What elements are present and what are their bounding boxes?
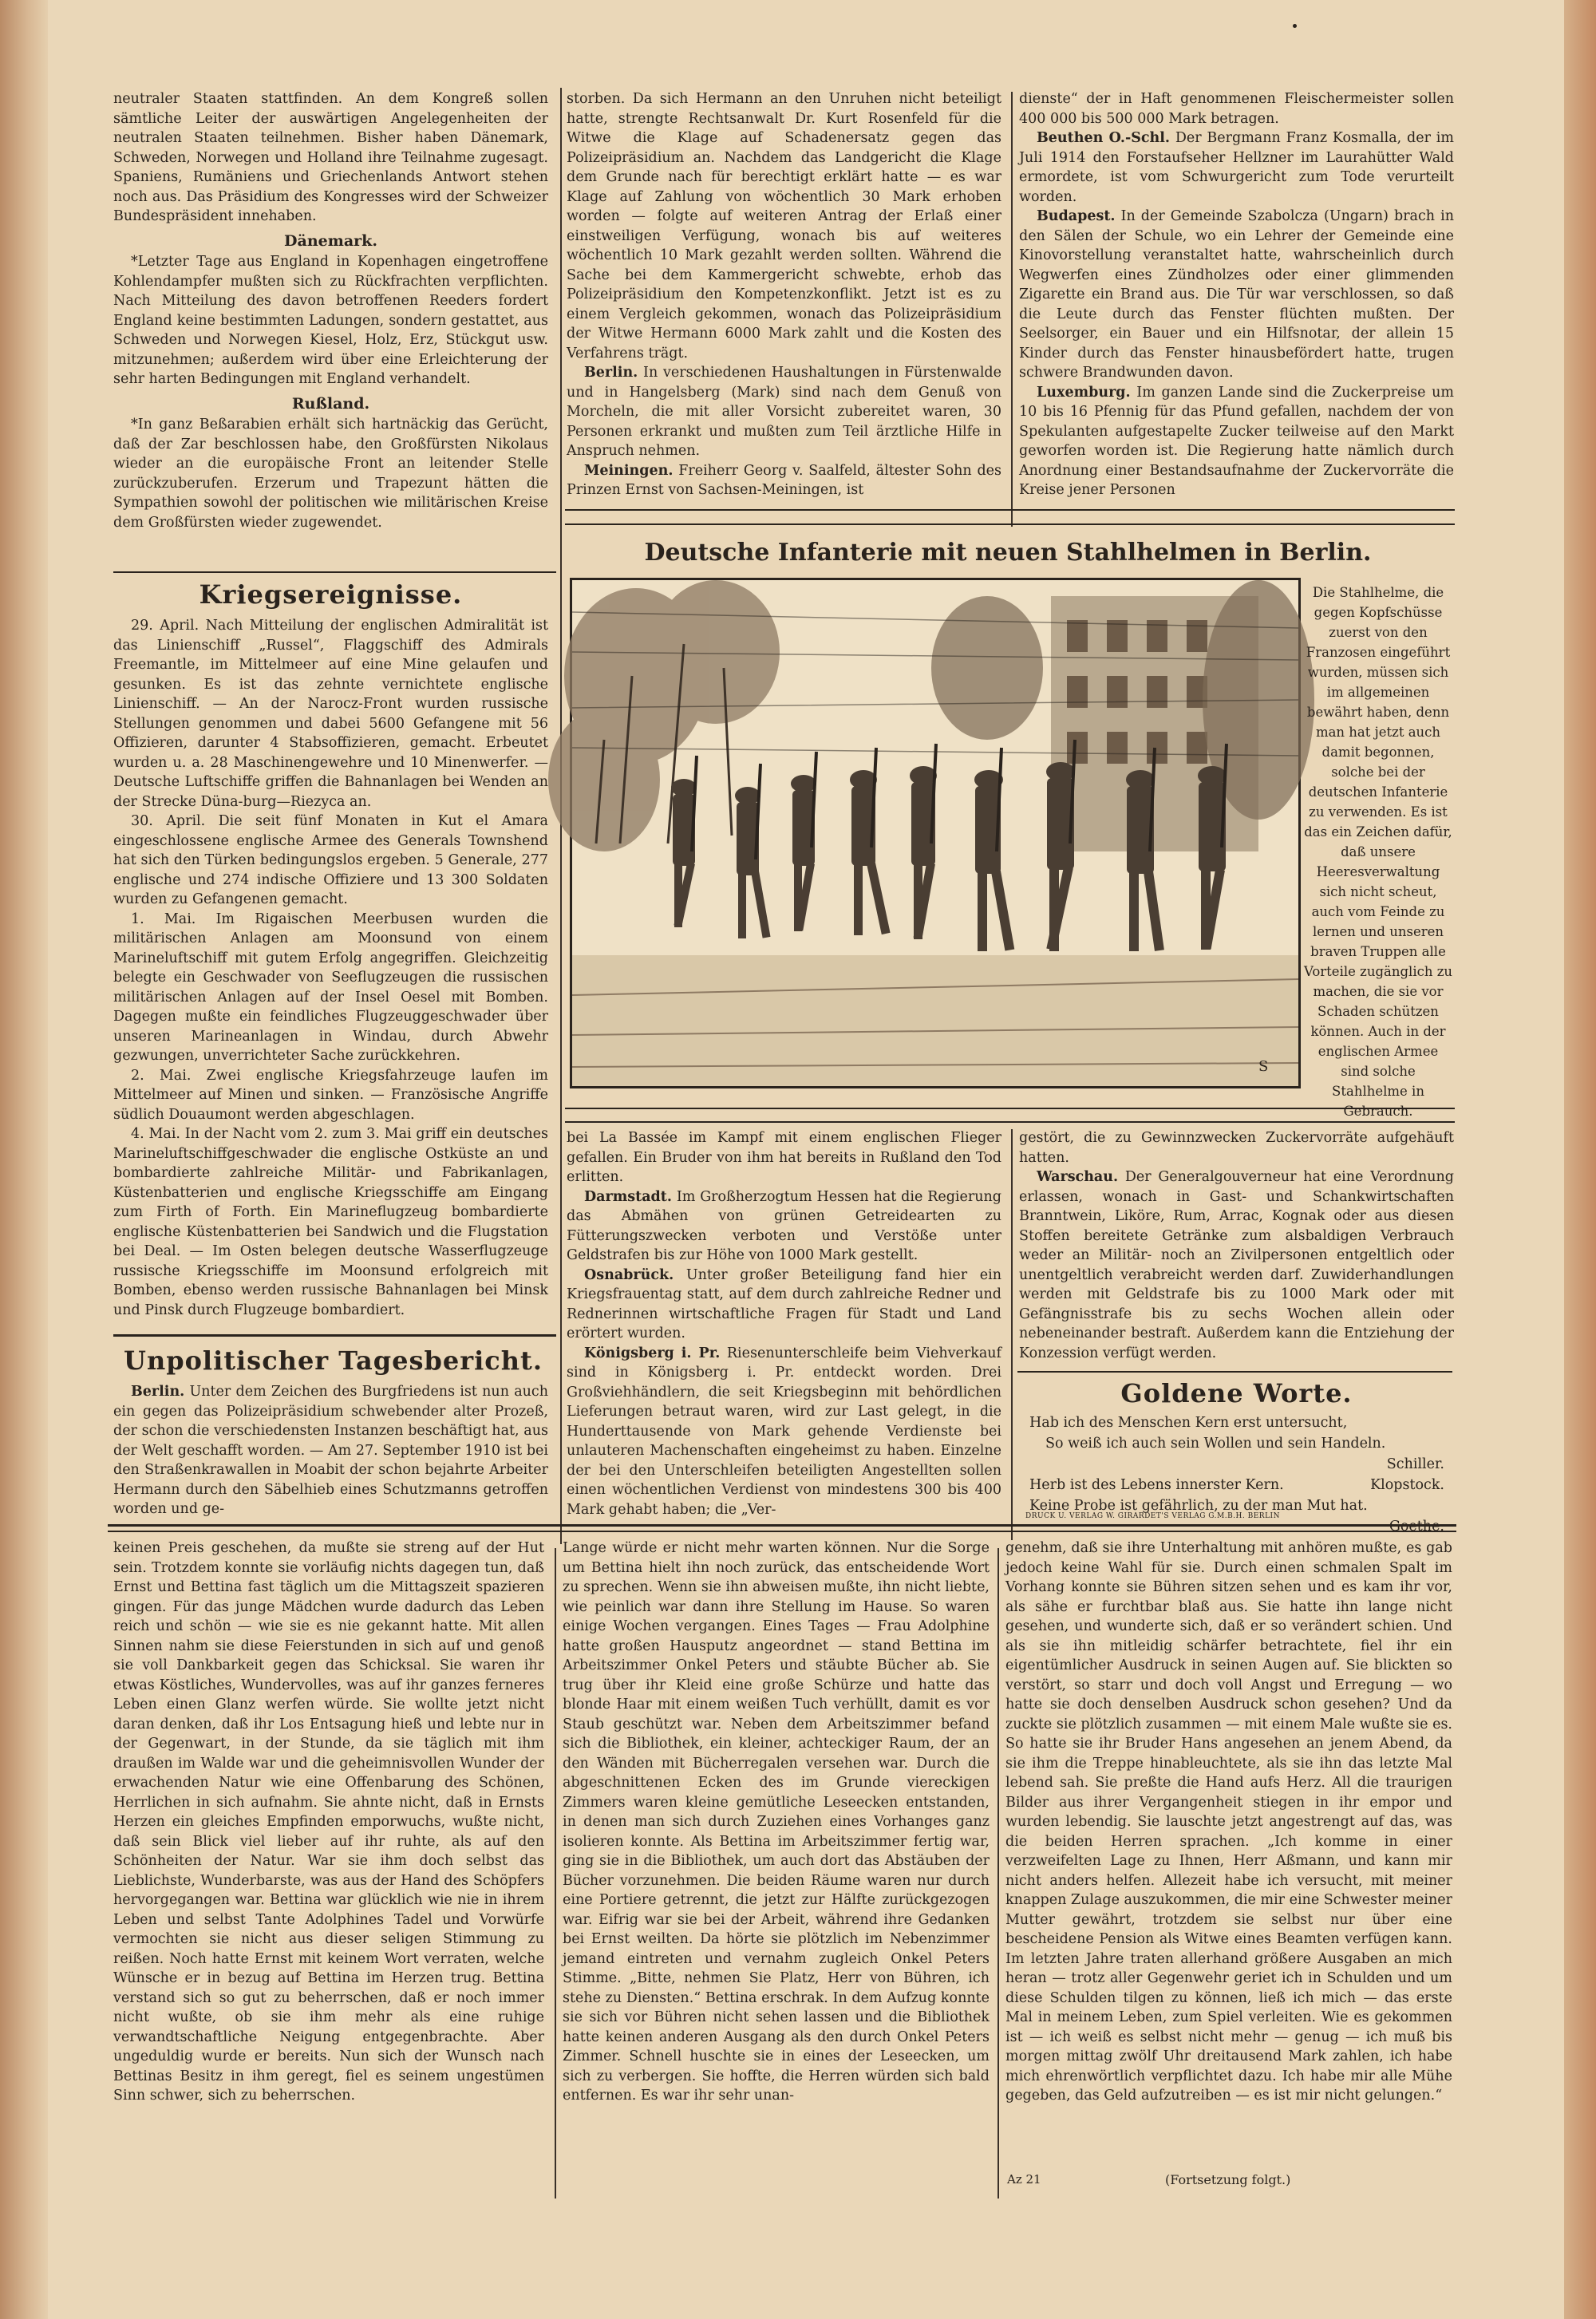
column-3-mid	[1019, 1128, 1454, 1368]
golden-words-title: Goldene Worte.	[1120, 1378, 1353, 1408]
print-mark	[1293, 24, 1297, 28]
quote-line: Herb ist des Lebens innerster Kern.	[1029, 1477, 1284, 1493]
section-rule	[1017, 1371, 1452, 1373]
warsaw-text: Der Generalgouverneur hat eine Verordnung erlassen, wonach in Gast- und Schankwirtschaften Branntwein, Liköre, Rum, Arrac, Kognak oder aus diesen Stoffen bereitete Getränke zum alsbaldigen Verbrauch weder an Militär- noch an Zivilpersonen entgeltlich oder unentgeltlich verabreicht werden darf. Zuwiderhandlungen werden mit Geldstrafe bis zu 1000 Mark oder mit Gefängnisstrafe bis zu sechs Wochen allein oder nebeneinander bestraft. Außerdem kann die Entziehung der Konzession verfügt werden.	[1019, 1169, 1454, 1361]
novel-text: Lange würde er nicht mehr warten können. Nur die Sorge um Bettina hielt ihn noch zurück, das entscheidende Wort zu sprechen. Wenn sie ihn abweisen mußte, ihn nicht liebte, wie peinlich war dann ihre Stellung im Hause. So waren einige Wochen vergangen. Eines Tages — Frau Adolphine hatte großen Hausputz angeordnet — stand Bettina im Arbeitszimmer Onkel Peters und stäubte Bücher ab. Sie trug über ihr Kleid eine große Schürze und hatte das blonde Haar mit einem weißen Tuch verhüllt, damit es vor Staub geschützt war. Neben dem Arbeitszimmer befand sich die Bibliothek, ein kleiner, achteckiger Raum, der an den Wänden mit Bücherregalen versehen war. Durch die abgeschnittenen Ecken des im Grunde viereckigen Zimmers waren kleine gemütliche Leseecken entstanden, in denen man sich durch Zuziehen eines Vorhanges ganz isolieren konnte. Als Bettina im Arbeitszimmer fertig war, ging sie in die Bibliothek, um auch dort das Abstäuben der Bücher vorzunehmen. Die beiden Räume waren nur durch eine Portiere getrennt, die jetzt zur Hälfte zurückgezogen war. Eifrig war sie bei der Arbeit, während ihre Gedanken bei Ernst weilten. Da hörte sie plötzlich im Nebenzimmer jemand eintreten und vernahm zugleich Onkel Peters Stimme. „Bitte, nehmen Sie Platz, Herr von Bühren, ich stehe zu Diensten.“ Bettina erschrak. In dem Aufzug konnte sie sich vor Bühren nicht sehen lassen und die Bibliothek hatte keinen anderen Ausgang als den durch Onkel Peters Zimmer. Schnell huschte sie in eines der Leseecken, um sich zu verbergen. Sie hoffte, die Herren würden sich bald entfernen. Es war ihr sehr unan-	[563, 1540, 990, 2104]
budapest-paragraph	[1019, 207, 1454, 383]
place-budapest: Budapest.	[1037, 208, 1116, 224]
novel-signature: Az 21	[1007, 2172, 1041, 2187]
russia-heading: Rußland.	[291, 394, 370, 413]
place-luxemburg: Luxemburg.	[1037, 384, 1131, 401]
warsaw-paragraph	[1019, 1167, 1454, 1363]
daily-report-paragraph	[113, 1382, 548, 1519]
section-rule	[565, 1108, 1455, 1109]
photo-headline: Deutsche Infanterie mit neuen Stahlhelmen in Berlin.	[644, 539, 1372, 567]
section-rule	[565, 523, 1455, 525]
quote-line: Keine Probe ist gefährlich, zu der man Mut hat.	[1029, 1498, 1368, 1514]
darmstadt-text: Im Großherzogtum Hessen hat die Regierung das Abmähen von grünen Getreidearten zu Fütterungszwecken verboten und Verstöße unter Geldstrafen bis zur Höhe von 1000 Mark gestellt.	[567, 1188, 1001, 1263]
war-events-title: Kriegsereignisse.	[199, 579, 463, 610]
column-divider	[998, 1548, 999, 2199]
place-berlin: Berlin.	[131, 1384, 185, 1400]
neutral-congress-text: neutraler Staaten stattfinden. An dem Kongreß sollen sämtliche Leiter der auswärtigen Angelegenheiten der neutralen Staaten teilnehmen. Bisher haben Dänemark, Schweden, Norwegen und Holland ihre Teilnahme zugesagt. Spaniens, Rumäniens und Griechenlands Antwort stehen noch aus. Das Präsidium des Kongresses wird der Schweizer Bundespräsident innehaben.	[113, 91, 548, 224]
war-event-entry: 1. Mai. Im Rigaischen Meerbusen wurden die militärischen Anlagen am Moonsund von einem Marineluftschiff mit gutem Erfolg angegriffen. Gleichzeitig belegte ein Geschwader von Seeflugzeugen die russischen militärischen Anlagen auf der Insel Oesel mit Bomben. Dagegen mußte ein feindliches Flugzeuggeschwader über unseren Marineanlagen in Windau, durch Abwehr gezwungen, unverrichteter Sache zurückkehren.	[113, 911, 548, 1064]
novel-column-3	[1005, 1539, 1452, 2169]
war-event-entry: 4. Mai. In der Nacht vom 2. zum 3. Mai griff ein deutsches Marineluftschiffgeschwader die englische Ostküste an und bombardierte zahlreiche Militär- und Fabrikanlagen, Küstenbatterien und englische Kriegsschiffe am Eingang zum Firth of Forth. Ein Marineflugzeug bombardierte englische Küstenbatterien bei Sandwich und die Flugstation bei Deal. — Im Osten belegen deutsche Wasserflugzeuge russische Kriegsschiffe im Moonsund erfolgreich mit Bomben, ebenso werden russische Bahnanlagen bei Minsk und Pinsk durch Flugzeuge bombardiert.	[113, 1126, 548, 1318]
denmark-text: *Letzter Tage aus England in Kopenhagen eingetroffene Kohlendampfer mußten sich zu Rückfrachten verpflichten. Nach Mitteilung des davon betroffenen Reeders fordert England keine bestimmten Ladungen, sondern gestattet, aus Schweden und Norwegen Kiesel, Holz, Erz, Stückgut usw. mitzunehmen; außerdem wird über eine Erleichterung der sehr harten Bedingungen mit England verhandelt.	[113, 254, 548, 387]
sugar-text: gestört, die zu Gewinnzwecken Zuckervorräte aufgehäuft hatten.	[1019, 1130, 1454, 1166]
beuthen-text: Der Bergmann Franz Kosmalla, der im Juli 1914 den Forstaufseher Hellzner im Laurahütter Wald ermordete, ist vom Schwurgericht zum Tode verurteilt worden.	[1019, 130, 1454, 205]
budapest-text: In der Gemeinde Szabolcza (Ungarn) brach in den Sälen der Schule, wo ein Lehrer der Gemeinde eine Kinovorstellung veranstaltet hatte, wahrscheinlich durch Wegwerfen eines Zündholzes oder einer glimmenden Zigarette ein Brand aus. Die Tür war verschlossen, so daß die Leute durch das Fenster flüchten mußten. Der Seelsorger, ein Bauer und ein Hilfsnotar, der allein 15 Kinder durch das Fenster hinausbefördert hatte, trugen schwere Brandwunden davon.	[1019, 208, 1454, 381]
butcher-text: dienste“ der in Haft genommenen Fleischermeister sollen 400 000 bis 500 000 Mark betragen.	[1019, 91, 1454, 127]
luxemburg-text: Im ganzen Lande sind die Zuckerpreise um 10 bis 16 Pfennig für das Pfund gefallen, nachdem der von Spekulanten aufgestapelte Zucker teilweise auf den Markt geworfen worden ist. Die Regierung hatte nämlich durch Anordnung einer Bestandsaufnahme der Zuckervorräte die Kreise jener Personen	[1019, 384, 1454, 498]
novel-column-1	[113, 1539, 544, 2197]
section-rule	[565, 1121, 1455, 1123]
darmstadt-paragraph	[567, 1187, 1001, 1266]
daily-report-body: Unter dem Zeichen des Burgfriedens ist nun auch ein gegen das Polizeipräsidium schwebender alter Prozeß, der schon die verschiedensten Instanzen beschäftigt hat, aus der Welt geschafft worden. — Am 27. September 1910 ist bei den Straßenkrawallen in Moabit der schon bejahrte Arbeiter Hermann durch den Säbelhieb eines Schutzmanns getroffen worden und ge-	[113, 1384, 548, 1517]
la-bassee-text: bei La Bassée im Kampf mit einem englischen Flieger gefallen. Ein Bruder von ihm hat bereits in Rußland den Tod erlitten.	[567, 1130, 1001, 1185]
section-rule	[565, 509, 1455, 511]
svg-text:S: S	[1258, 1058, 1269, 1075]
place-warschau: Warschau.	[1037, 1169, 1119, 1185]
novel-continued: (Fortsetzung folgt.)	[1165, 2172, 1291, 2187]
novel-column-2	[563, 1539, 990, 2197]
denmark-heading: Dänemark.	[284, 231, 377, 250]
place-osnabrueck: Osnabrück.	[584, 1266, 674, 1283]
war-event-entry: 29. April. Nach Mitteilung der englischen Admiralität ist das Linienschiff „Russel“, Flaggschiff des Admirals Freemantle, im Mittelmeer auf eine Mine gelaufen und gesunken. Es ist das zehnte vernichtete englische Linienschiff. — An der Narocz-Front wurden russische Stellungen genommen und dabei 5600 Gefangene mit 56 Offizieren, darunter 4 Stabsoffizieren, gemacht. Erbeutet wurden u. a. 28 Maschinengewehre und 10 Minenwerfer. — Deutsche Luftschiffe griffen die Bahnanlagen bei Wenden an der Strecke Düna-burg—Riezyca an.	[113, 618, 548, 810]
russia-text: *In ganz Beßarabien erhält sich hartnäckig das Gerücht, daß der Zar beschlossen habe, den Großfürsten Nikolaus wieder an die europäische Front an leitender Stelle zurückzuberufen. Erzerum und Trapezunt hätten die Sympathien sowohl der politischen wie militärischen Kreise dem Großfürsten wieder zugewendet.	[113, 417, 548, 531]
quote-line: So weiß ich auch sein Wollen und sein Handeln.	[1045, 1436, 1386, 1452]
column-divider	[1011, 92, 1013, 527]
quote-author: Klopstock.	[1370, 1477, 1444, 1493]
place-berlin-2: Berlin.	[584, 365, 638, 381]
place-koenigsberg: Königsberg i. Pr.	[584, 1345, 721, 1361]
column-2-top	[567, 89, 1001, 506]
print-imprint: DRUCK U. VERLAG W. GIRARDET'S VERLAG G.M.B.H. BERLIN	[1025, 1512, 1280, 1520]
luxemburg-paragraph	[1019, 383, 1454, 500]
war-events-list	[113, 616, 548, 1330]
infantry-illustration	[572, 580, 1298, 1086]
section-rule	[113, 1334, 556, 1337]
lawsuit-text: storben. Da sich Hermann an den Unruhen nicht beteiligt hatte, strengte Rechtsanwalt Dr. Kurt Rosenfeld für die Witwe die Klage auf Schadenersatz gegen das Polizeipräsidium an. Nachdem das Landgericht die Klage dem Grunde nach für berechtigt erklärt hatte — es war Klage auf Zahlung von wöchentlich 30 Mark erhoben worden — folgte auf weiteren Antrag der Erlaß einer einstweiligen Verfügung, wonach bis auf weiteres wöchentlich 10 Mark gezahlt werden sollten. Während die Sache bei dem Kammergericht schwebte, erhob das Polizeipräsidium den Kompetenzkonflikt. Jetzt ist es zu einem Vergleich gekommen, wonach das Polizeipräsidium der Witwe Hermann 6000 Mark zahlt und die Kosten des Verfahrens trägt.	[567, 91, 1001, 361]
osnabrueck-paragraph	[567, 1266, 1001, 1344]
place-beuthen: Beuthen O.-Schl.	[1037, 130, 1171, 146]
column-divider	[555, 1548, 556, 2199]
osnabrueck-text: Unter großer Beteiligung fand hier ein Kriegsfrauentag statt, auf dem durch zahlreiche Redner und Rednerinnen wirtschaftliche Fragen für Stadt und Land erörtert wurden.	[567, 1266, 1001, 1341]
page-fold-shadow	[0, 0, 48, 2319]
quote-author: Schiller.	[1386, 1456, 1444, 1472]
beuthen-paragraph	[1019, 128, 1454, 207]
page-edge	[1564, 0, 1596, 2319]
koenigsberg-text: Riesenunterschleife beim Viehverkauf sind in Königsberg i. Pr. entdeckt worden. Drei Großviehhändlern, die seit Kriegsbeginn mit behördlichen Lieferungen betraut waren, wird zur Last gelegt, in die Hunderttausende von Mark gehende Verdienste bei unlauteren Machenschaften eingeheimst zu haben. Einzelne der bei den Unterschleifen beteiligten Angestellten sollen einen wöchentlichen Verdienst von mindestens 300 bis 400 Mark gehabt haben; die „Ver-	[567, 1345, 1001, 1518]
column-divider	[1011, 1129, 1013, 1540]
meiningen-text: Freiherr Georg v. Saalfeld, ältester Sohn des Prinzen Ernst von Sachsen-Meiningen, ist	[567, 462, 1001, 498]
quote-line: Hab ich des Menschen Kern erst untersucht,	[1029, 1415, 1348, 1431]
column-1-top	[113, 89, 548, 568]
section-rule	[113, 571, 556, 573]
war-event-entry: 30. April. Die seit fünf Monaten in Kut el Amara eingeschlossene englische Armee des Generals Townshend hat sich den Türken bedingungslos ergeben. 5 Generale, 277 englische und 274 indische Offiziere und 13 300 Soldaten wurden zu Gefangenen gemacht.	[113, 813, 548, 907]
column-3-top	[1019, 89, 1454, 506]
meiningen-paragraph	[567, 461, 1001, 500]
daily-report-text	[113, 1382, 548, 1522]
war-event-entry: 2. Mai. Zwei englische Kriegsfahrzeuge laufen im Mittelmeer auf Minen und sinken. — Französische Angriffe südlich Douaumont werden abgeschlagen.	[113, 1067, 548, 1123]
quote-author: Goethe.	[1389, 1519, 1444, 1535]
photo-caption: Die Stahlhelme, die gegen Kopfschüsse zuerst von den Franzosen eingeführt wurden, müssen sich im allgemeinen bewährt haben, denn man hat jetzt auch damit begonnen, solche bei der deutschen Infanterie zu verwenden. Es ist das ein Zeichen dafür, daß unsere Heeresverwaltung sich nicht scheut, auch vom Feinde zu lernen und unseren braven Truppen alle Vorteile zugänglich zu machen, die sie vor Schaden schützen können. Auch in der englischen Armee sind solche Stahlhelme in Gebrauch.	[1303, 585, 1453, 1119]
place-meiningen: Meiningen.	[584, 462, 674, 479]
morel-text: In verschiedenen Haushaltungen in Fürstenwalde und in Hangelsberg (Mark) sind nach dem Genuß von Morcheln, die mit aller Vorsicht zubereitet waren, 30 Personen erkrankt und mußten zum Teil ärztliche Hilfe in Anspruch nehmen.	[567, 365, 1001, 459]
berlin-paragraph	[567, 363, 1001, 461]
column-2-mid	[567, 1128, 1001, 1531]
infantry-photo	[570, 578, 1301, 1088]
place-darmstadt: Darmstadt.	[584, 1188, 672, 1205]
koenigsberg-paragraph	[567, 1344, 1001, 1520]
novel-text: genehm, daß sie ihre Unterhaltung mit anhören mußte, es gab jedoch keine Wahl für sie. Durch einen schmalen Spalt im Vorhang konnte sie Bühren sitzen sehen und es kam ihr vor, als sähe er furchtbar blaß aus. Sie hatte ihn lange nicht gesehen, und wunderte sich, daß er so verändert schien. Und als sie ihn mitleidig schärfer betrachtete, fiel ihr ein eigentümlicher Ausdruck in seinen Augen auf. Sie blickten so verstört, so starr und doch voll Angst und Erregung — wo hatte sie doch denselben Ausdruck schon gesehen? Und da zuckte sie plötzlich zusammen — mit einem Male wußte sie es. So hatte sie ihr Bruder Hans angesehen an jenem Abend, da sie ihm die Treppe hinableuchtete, als sie ihn das letzte Mal lebend sah. Sie preßte die Hand aufs Herz. All die traurigen Bilder aus ihrer Vergangenheit stiegen in ihr empor und wurden lebendig. Sie lauschte jetzt angestrengt auf das, was die beiden Herren sprachen. „Ich komme in einer verzweifelten Lage zu Ihnen, Herr Aßmann, und kann mir nicht anders helfen. Allezeit habe ich versucht, mit meiner knappen Zulage auszukommen, die mir eine Schwester meiner Mutter gewährt, trotzdem sie selbst nur über eine bescheidene Pension als Witwe eines Beamten verfügen kann. Im letzten Jahre traten allerhand größere Ausgaben an mich heran — trotz aller Gegenwehr geriet ich in Schulden und um diese Schulden tilgen zu können, ließ ich mich — das erste Mal in meinem Leben, zum Spiel verleiten. Wie es gekommen ist — ich weiß es selbst nicht mehr — genug — ich muß bis morgen mittag zwölf Uhr dreitausend Mark zahlen, ich habe mich ehrenwörtlich verpflichtet dazu. Ich habe mir alle Mühe gegeben, das Geld aufzutreiben — es ist mir nicht gelungen.“	[1005, 1540, 1452, 2104]
novel-text: keinen Preis geschehen, da mußte sie streng auf der Hut sein. Trotzdem konnte sie vorläufig nichts dagegen tun, daß Ernst und Bettina fast täglich um die Mittagszeit spazieren gingen. Für das junge Mädchen wurde dadurch das Leben reich und schön — wie sie es nie gekannt hatte. Mit allen Sinnen nahm sie diese Feierstunden in sich auf und genoß sie voll Dankbarkeit gegen das Schicksal. Sie waren ihr etwas Köstliches, Wundervolles, was auf ihr ganzes ferneres Leben einen Glanz werfen würde. Sie wollte jetzt nicht daran denken, daß ihr Los Entsagung hieß und lebte nur in der Gegenwart, in der Stunde, da sie täglich mit ihm draußen im Walde war und die geheimnisvollen Wunder der erwachenden Natur wie eine Offenbarung des Schönen, Herrlichen in sich aufnahm. Sie ahnte nicht, daß in Ernsts Herzen ein gleiches Empfinden emporwuchs, wußte nicht, daß sein Blick viel lieber auf ihr ruhte, als auf den Schönheiten der Natur. War sie ihm doch selbst das Lieblichste, Wunderbarste, was aus der Hand des Schöpfers hervorgegangen war. Bettina war glücklich wie nie in ihrem Leben und selbst Tante Adolphines Tadel und Vorwürfe vermochten sie nicht aus dieser seligen Stimmung zu reißen. Noch hatte Ernst mit keinem Wort verraten, welche Wünsche er in bezug auf Bettina im Herzen trug. Bettina verstand sich so gut zu beherrschen, daß er noch immer nicht wußte, ob sie ihm mehr als eine ruhige verwandtschaftliche Neigung entgegenbrachte. Aber ungeduldig wurde er bereits. Nun sich der Wunsch nach Bettinas Besitz in ihm geregt, fiel es seinem ungestümen Sinn schwer, sich zu beherrschen.	[113, 1540, 544, 2104]
daily-report-title: Unpolitischer Tagesbericht.	[124, 1345, 543, 1376]
